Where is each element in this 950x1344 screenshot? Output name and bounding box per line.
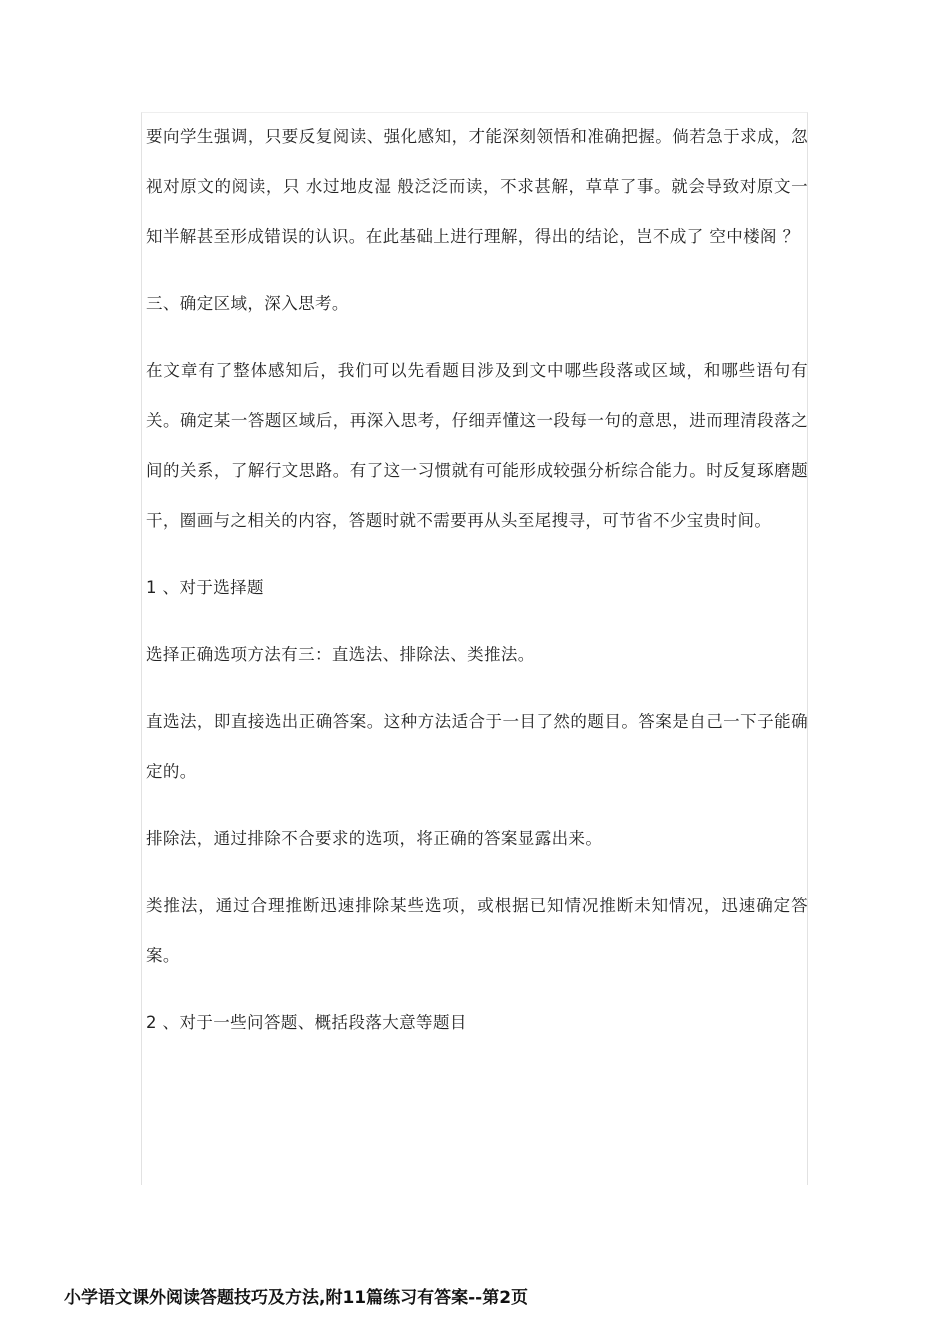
paragraph-gap	[146, 981, 808, 998]
paragraph-gap	[146, 797, 808, 814]
paragraph-gap	[146, 613, 808, 630]
section-heading-3: 三、确定区域，深入思考。	[146, 294, 349, 313]
document-body	[146, 112, 808, 1048]
paragraph-gap	[146, 680, 808, 697]
paragraph-reading-emphasis: 要向学生强调，只要反复阅读、强化感知，才能深刻领悟和准确把握。倘若急于求成，忽视对原文的阅读，只 水过地皮湿 般泛泛而读，不求甚解，草草了事。就会导致对原文一知半解甚至形成错误的认识。在此基础上进行理解，得出的结论，岂不成了 空中楼阁 ？	[146, 127, 808, 246]
paragraph-gap	[146, 546, 808, 563]
paragraph-three-methods: 选择正确选项方法有三：直选法、排除法、类推法。	[146, 645, 535, 664]
subheading-choice-questions: 1 、对于选择题	[146, 578, 264, 597]
paragraph-gap	[146, 262, 808, 279]
subheading-essay-questions: 2 、对于一些问答题、概括段落大意等题目	[146, 1013, 467, 1032]
paragraph-gap	[146, 864, 808, 881]
page-footer: 小学语文课外阅读答题技巧及方法,附11篇练习有答案--第2页	[64, 1288, 529, 1308]
paragraph-analogy-method: 类推法，通过合理推断迅速排除某些选项，或根据已知情况推断未知情况，迅速确定答案。	[146, 896, 808, 965]
paragraph-direct-method: 直选法，即直接选出正确答案。这种方法适合于一目了然的题目。答案是自己一下子能确定的。	[146, 712, 808, 781]
paragraph-gap	[146, 329, 808, 346]
paragraph-determine-region: 在文章有了整体感知后，我们可以先看题目涉及到文中哪些段落或区域，和哪些语句有关。确定某一答题区域后，再深入思考，仔细弄懂这一段每一句的意思，进而理清段落之间的关系，了解行文思路。有了这一习惯就有可能形成较强分析综合能力。时反复琢磨题干，圈画与之相关的内容，答题时就不需要再从头至尾搜寻，可节省不少宝贵时间。	[146, 361, 808, 530]
paragraph-elimination-method: 排除法，通过排除不合要求的选项，将正确的答案显露出来。	[146, 829, 603, 848]
